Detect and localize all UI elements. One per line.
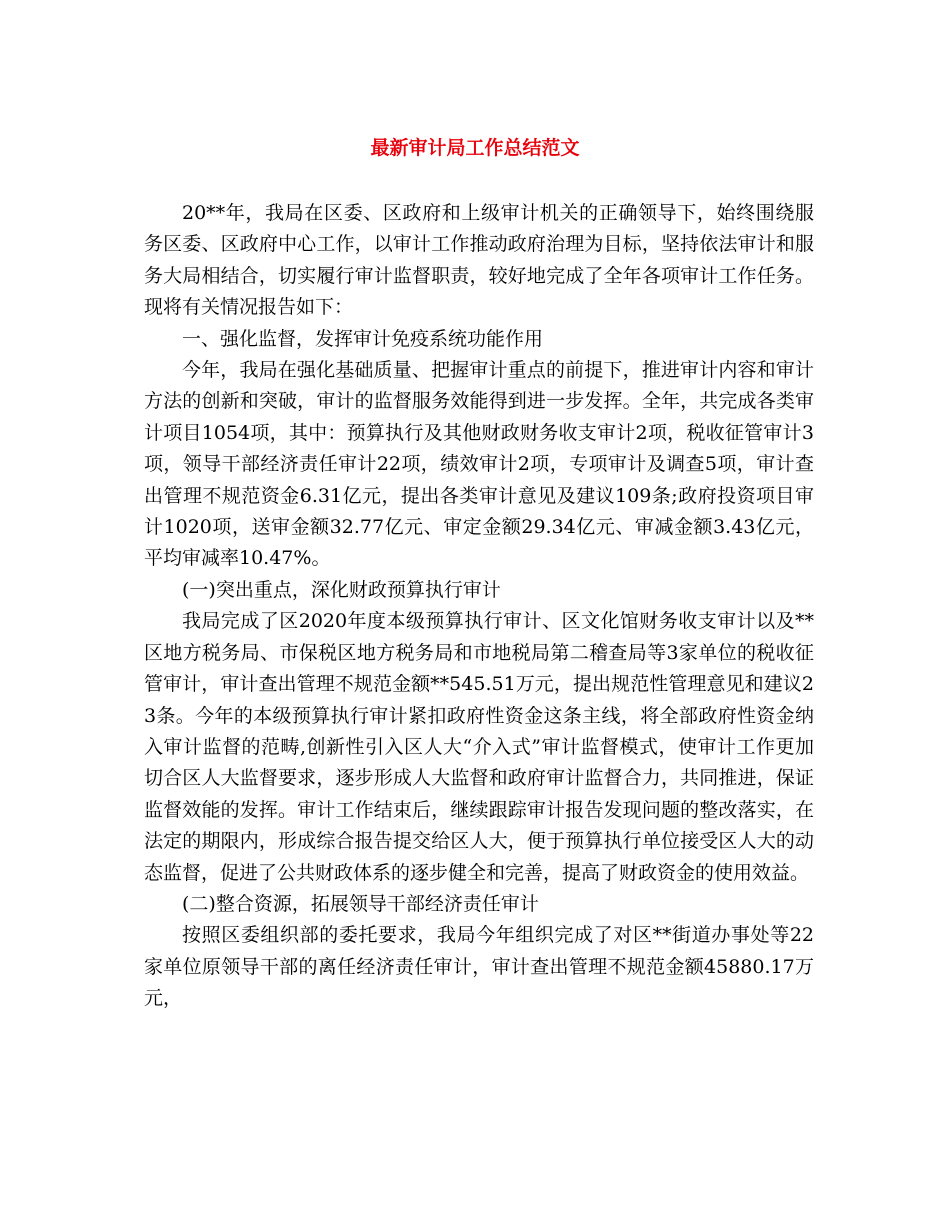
- document-body: [144, 198, 814, 1015]
- document-title: 最新审计局工作总结范文: [370, 137, 580, 159]
- paragraph-budget-audit: 我局完成了区2020年度本级预算执行审计、区文化馆财务收支审计以及**区地方税务局、市保税区地方税务局和市地税局第二稽查局等3家单位的税收征管审计，审计查出管理不规范金额**545.51万元，提出规范性管理意见和建议23条。今年的本级预算执行审计紧扣政府性资金这条主线，将全部政府性资金纳入审计监督的范畴,创新性引入区人大“介入式”审计监督模式，使审计工作更加切合区人大监督要求，逐步形成人大监督和政府审计监督合力，共同推进，保证监督效能的发挥。审计工作结束后，继续跟踪审计报告发现问题的整改落实，在法定的期限内，形成综合报告提交给区人大，便于预算执行单位接受区人大的动态监督，促进了公共财政体系的逐步健全和完善，提高了财政资金的使用效益。: [144, 610, 814, 884]
- subsection-heading-2: (二)整合资源，拓展领导干部经济责任审计: [182, 892, 539, 915]
- section-heading-1: 一、强化监督，发挥审计免疫系统功能作用: [182, 327, 544, 350]
- paragraph-summary: 今年，我局在强化基础质量、把握审计重点的前提下，推进审计内容和审计方法的创新和突破，审计的监督服务效能得到进一步发挥。全年，共完成各类审计项目1054项，其中：预算执行及其他财政财务收支审计2项，税收征管审计3项，领导干部经济责任审计22项，绩效审计2项，专项审计及调查5项，审计查出管理不规范资金6.31亿元，提出各类审计意见及建议109条;政府投资项目审计1020项，送审金额32.77亿元、审定金额29.34亿元、审减金额3.43亿元，平均审减率10.47%。: [144, 359, 814, 570]
- paragraph-economic-responsibility: 按照区委组织部的委托要求，我局今年组织完成了对区**街道办事处等22家单位原领导干部的离任经济责任审计，审计查出管理不规范金额45880.17万元，: [144, 924, 814, 1010]
- subsection-heading-1: (一)突出重点，深化财政预算执行审计: [182, 578, 501, 601]
- paragraph-intro: 20**年，我局在区委、区政府和上级审计机关的正确领导下，始终围绕服务区委、区政府中心工作，以审计工作推动政府治理为目标，坚持依法审计和服务大局相结合，切实履行审计监督职责，较好地完成了全年各项审计工作任务。现将有关情况报告如下：: [144, 202, 814, 319]
